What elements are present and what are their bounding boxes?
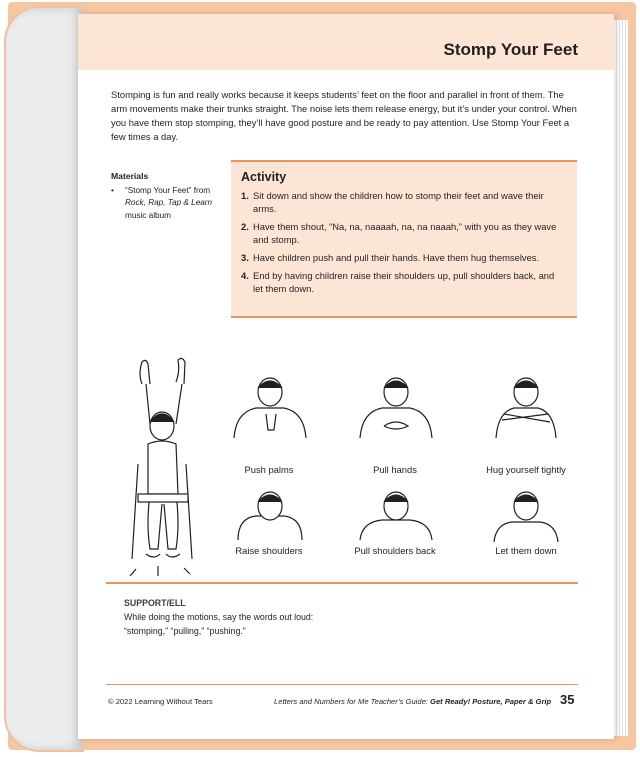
step-text: End by having children raise their shoulders up, pull shoulders back, and let them down.: [253, 270, 555, 294]
materials-item-text: [125, 185, 229, 223]
seated-child-arms-raised-illustration: [128, 354, 198, 584]
caption-raise-shoulders: Raise shoulders: [235, 545, 303, 556]
support-line-1: While doing the motions, say the words out loud:: [124, 612, 314, 622]
header-band: [78, 14, 614, 70]
step-number: 2.: [241, 221, 249, 232]
page-edges: [614, 20, 628, 736]
activity-step: [241, 251, 561, 264]
push-palms-illustration: [230, 374, 310, 438]
materials-item-album: Rock, Rap, Tap & Learn: [125, 198, 213, 207]
materials-heading: Materials: [111, 171, 149, 181]
footer-guide-title: [274, 697, 551, 706]
step-number: 4.: [241, 270, 249, 281]
activity-step: [241, 269, 561, 295]
materials-item: [111, 185, 229, 223]
step-text: Have children push and pull their hands. Have them hug themselves.: [253, 252, 540, 263]
caption-pull-shoulders-back: Pull shoulders back: [354, 545, 436, 556]
support-heading: SUPPORT/ELL: [124, 598, 186, 608]
activity-step: [241, 220, 561, 246]
caption-pull-hands: Pull hands: [373, 464, 417, 475]
page-number: 35: [560, 692, 575, 707]
bullet: •: [111, 185, 114, 195]
support-ell-box: [124, 596, 313, 638]
support-line-2: “stomping,” “pulling,” “pushing.”: [124, 626, 246, 636]
activity-heading: Activity: [241, 170, 287, 184]
caption-hug-yourself: Hug yourself tightly: [486, 464, 566, 475]
caption-push-palms: Push palms: [244, 464, 294, 475]
step-number: 1.: [241, 190, 249, 201]
activity-box: [231, 160, 577, 318]
activity-steps: [241, 189, 561, 300]
footer-guide-bold: Get Ready! Posture, Paper & Grip: [430, 697, 552, 706]
let-them-down-illustration: [486, 482, 566, 546]
book-page: [78, 14, 614, 739]
step-text: Have them shout, “Na, na, naaaah, na, na naaah,” with you as they wave and stomp.: [253, 221, 557, 245]
activity-step: [241, 189, 561, 215]
intro-paragraph: Stomping is fun and really works because it keeps students’ feet on the floor and parallel in front of them. The arm movements make their trunks straight. The noise lets them release energy, but it’s under your control. When you have them stop stomping, they’ll have good posture and be ready to pay attention. Use Stomp Your Feet a few times a day.: [111, 89, 577, 142]
raise-shoulders-illustration: [230, 482, 310, 546]
pull-shoulders-back-illustration: [356, 482, 436, 546]
step-number: 3.: [241, 252, 249, 263]
hug-yourself-illustration: [486, 374, 566, 438]
materials-box: [111, 170, 229, 222]
support-divider: [106, 582, 578, 584]
caption-let-them-down: Let them down: [495, 545, 557, 556]
footer-divider: [106, 684, 578, 685]
materials-item-suffix: music album: [125, 210, 171, 220]
book-spine-curl: [4, 6, 84, 752]
materials-item-prefix: “Stomp Your Feet” from: [125, 185, 211, 195]
step-text: Sit down and show the children how to stomp their feet and wave their arms.: [253, 190, 544, 214]
pull-hands-illustration: [356, 374, 436, 438]
footer-guide-prefix: Letters and Numbers for Me Teacher’s Guide:: [274, 697, 428, 706]
page-title: Stomp Your Feet: [443, 40, 578, 59]
footer-copyright: © 2022 Learning Without Tears: [108, 697, 213, 706]
